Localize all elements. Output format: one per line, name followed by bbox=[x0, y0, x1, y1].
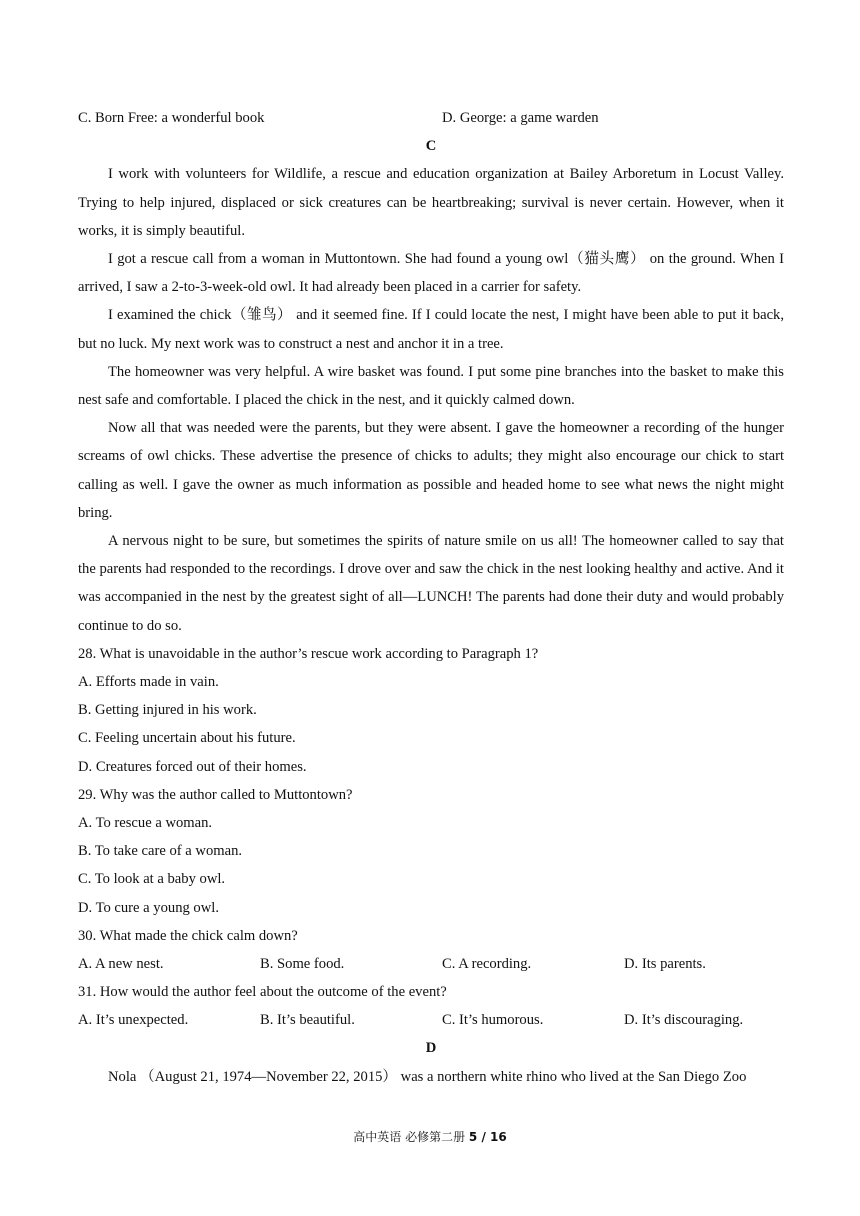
question-29-option-c: C. To look at a baby owl. bbox=[78, 871, 226, 888]
question-30-options bbox=[78, 950, 784, 978]
question-29-option-d: D. To cure a young owl. bbox=[78, 899, 219, 916]
passage-c-paragraph-2: I got a rescue call from a woman in Muttontown. She had found a young owl（猫头鹰） on the ground. When I arrived, I saw a 2-to-3-week-old owl. It had already been placed in a carrier for safety. bbox=[78, 250, 784, 296]
question-30-stem: 30. What made the chick calm down? bbox=[78, 927, 298, 944]
question-30-option-b: B. Some food. bbox=[260, 955, 345, 972]
question-29-option-a: A. To rescue a woman. bbox=[78, 814, 213, 831]
question-28-option-a: A. Efforts made in vain. bbox=[78, 674, 219, 691]
option-c: C. Born Free: a wonderful book bbox=[78, 110, 265, 126]
question-30-option-a: A. A new nest. bbox=[78, 955, 164, 972]
page-footer bbox=[0, 1128, 860, 1145]
passage-c-paragraph-1: I work with volunteers for Wildlife, a rescue and education organization at Bailey Arboretum in Locust Valley. Trying to help injured, displaced or sick creatures can be heartbreaking; survival is never certain. However, when it works, it is simply beautiful. bbox=[78, 166, 784, 239]
question-31-option-a: A. It’s unexpected. bbox=[78, 1012, 189, 1029]
question-31-option-b: B. It’s beautiful. bbox=[260, 1012, 355, 1029]
passage-c-paragraph-3: I examined the chick（雏鸟） and it seemed fine. If I could locate the nest, I might have been able to put it back, but no luck. My next work was to construct a nest and anchor it in a tree. bbox=[78, 307, 784, 352]
passage-c-paragraph-5: Now all that was needed were the parents, but they were absent. I gave the homeowner a recording of the hunger screams of owl chicks. These advertise the presence of chicks to adults; they might also encourage our chick to start calling as well. I gave the owner as much information as possible and headed home to see what news the night might bring. bbox=[78, 420, 784, 521]
section-d-heading: D bbox=[425, 1040, 437, 1057]
question-29-option-b: B. To take care of a woman. bbox=[78, 843, 243, 860]
passage-d-first-line: Nola （August 21, 1974—November 22, 2015） was a northern white rhino who lived at the San Diego Zoo bbox=[108, 1068, 747, 1085]
passage-c-paragraph-6: A nervous night to be sure, but sometimes the spirits of nature smile on us all! The homeowner called to say that the parents had responded to the recordings. I drove over and saw the chick in the nest looking healthy and active. And it was accompanied in the nest by the greatest sight of all—LUNCH! The parents had done their duty and would probably continue to do so. bbox=[78, 533, 784, 634]
question-28-stem: 28. What is unavoidable in the author’s rescue work according to Paragraph 1? bbox=[78, 645, 539, 662]
option-d: D. George: a game warden bbox=[442, 110, 599, 126]
section-c-heading: C bbox=[425, 138, 437, 155]
page-number: 5 / 16 bbox=[468, 1130, 507, 1144]
passage-c-paragraph-4: The homeowner was very helpful. A wire basket was found. I put some pine branches into the basket to make this nest safe and comfortable. I placed the chick in the nest, and it quickly calmed down. bbox=[78, 363, 784, 408]
previous-question-options bbox=[78, 104, 784, 132]
question-31-options bbox=[78, 1006, 784, 1034]
question-30-option-d: D. Its parents. bbox=[624, 955, 706, 972]
question-28-option-c: C. Feeling uncertain about his future. bbox=[78, 730, 296, 747]
footer-label: 高中英语 必修第二册 bbox=[353, 1130, 466, 1144]
document-page bbox=[78, 104, 784, 1091]
question-28-option-d: D. Creatures forced out of their homes. bbox=[78, 758, 307, 775]
question-29-stem: 29. Why was the author called to Muttontown? bbox=[78, 786, 353, 803]
question-31-option-d: D. It’s discouraging. bbox=[624, 1012, 744, 1029]
question-31-stem: 31. How would the author feel about the outcome of the event? bbox=[78, 984, 447, 1001]
question-28-option-b: B. Getting injured in his work. bbox=[78, 702, 257, 719]
question-30-option-c: C. A recording. bbox=[442, 955, 532, 972]
question-31-option-c: C. It’s humorous. bbox=[442, 1012, 544, 1029]
